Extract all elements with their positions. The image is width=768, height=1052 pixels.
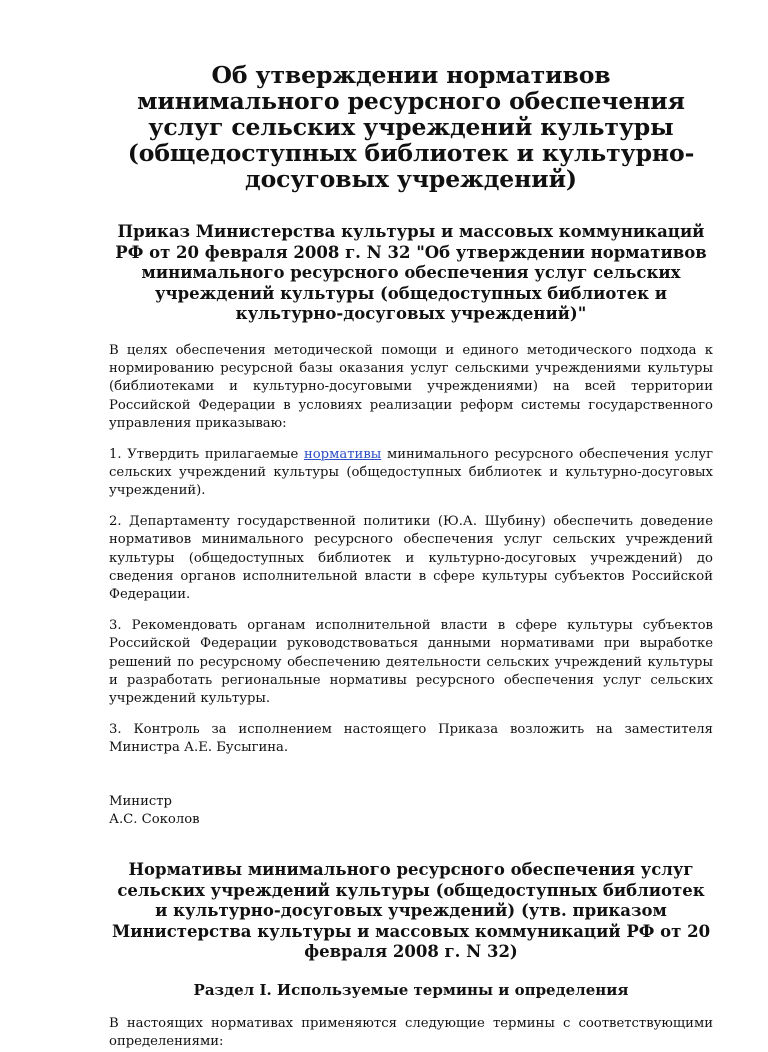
item-4-paragraph: 3. Контроль за исполнением настоящего Приказа возложить на заместителя Министра А.Е. Бусыгина. <box>109 721 713 756</box>
item-1-paragraph <box>109 446 713 501</box>
signature-position: Министр <box>109 793 172 809</box>
intro-paragraph: В целях обеспечения методической помощи и единого методического подхода к нормированию ресурсной базы оказания услуг сельскими учреждениями культуры (библиотеками и культурно-досуговыми учреждениями) на всей территории Российской Федерации в условиях реализации реформ системы государственного управления приказываю: <box>109 342 713 432</box>
norms-title: Нормативы минимального ресурсного обеспечения услуг сельских учреждений культуры (общедоступных библиотек и культурно-досуговых учреждений) (утв. приказом Министерства культуры и массовых коммуникаций РФ от 20 февраля 2008 г. N 32) <box>111 860 711 962</box>
section-1-title: Раздел I. Используемые термины и определения <box>193 980 629 999</box>
section-1-intro-paragraph: В настоящих нормативах применяются следующие термины с соответствующими определениями: <box>109 1015 713 1050</box>
document-title: Об утверждении нормативов минимального ресурсного обеспечения услуг сельских учреждений культуры (общедоступных библиотек и культурно-досуговых учреждений) <box>127 61 695 193</box>
item-3-paragraph: 3. Рекомендовать органам исполнительной власти в сфере культуры субъектов Российской Федерации руководствоваться данными нормативами при выработке решений по ресурсному обеспечению деятельности сельских учреждений культуры и разработать региональные нормативы ресурсного обеспечения услуг сельских учреждений культуры. <box>109 617 713 707</box>
item-1-text-before-link: 1. Утвердить прилагаемые <box>109 446 304 462</box>
signature-block <box>109 793 713 830</box>
order-title: Приказ Министерства культуры и массовых коммуникаций РФ от 20 февраля 2008 г. N 32 "Об утверждении нормативов минимального ресурсного обеспечения услуг сельских учреждений культуры (общедоступных библиотек и культурно-досуговых учреждений)" <box>115 222 707 323</box>
document-page <box>109 62 713 1052</box>
signature-name: А.С. Соколов <box>109 812 200 828</box>
item-2-paragraph: 2. Департаменту государственной политики (Ю.А. Шубину) обеспечить доведение нормативов минимального ресурсного обеспечения услуг сельских учреждений культуры (общедоступных библиотек и культурно-досуговых учреждений) до сведения органов исполнительной власти в сфере культуры субъектов Российской Федерации. <box>109 513 713 603</box>
normatives-link[interactable]: нормативы <box>303 446 382 462</box>
item-1-text-after-link: минимального ресурсного обеспечения услуг сельских учреждений культуры (общедоступных библиотек и культурно-досуговых учреждений). <box>109 446 713 499</box>
